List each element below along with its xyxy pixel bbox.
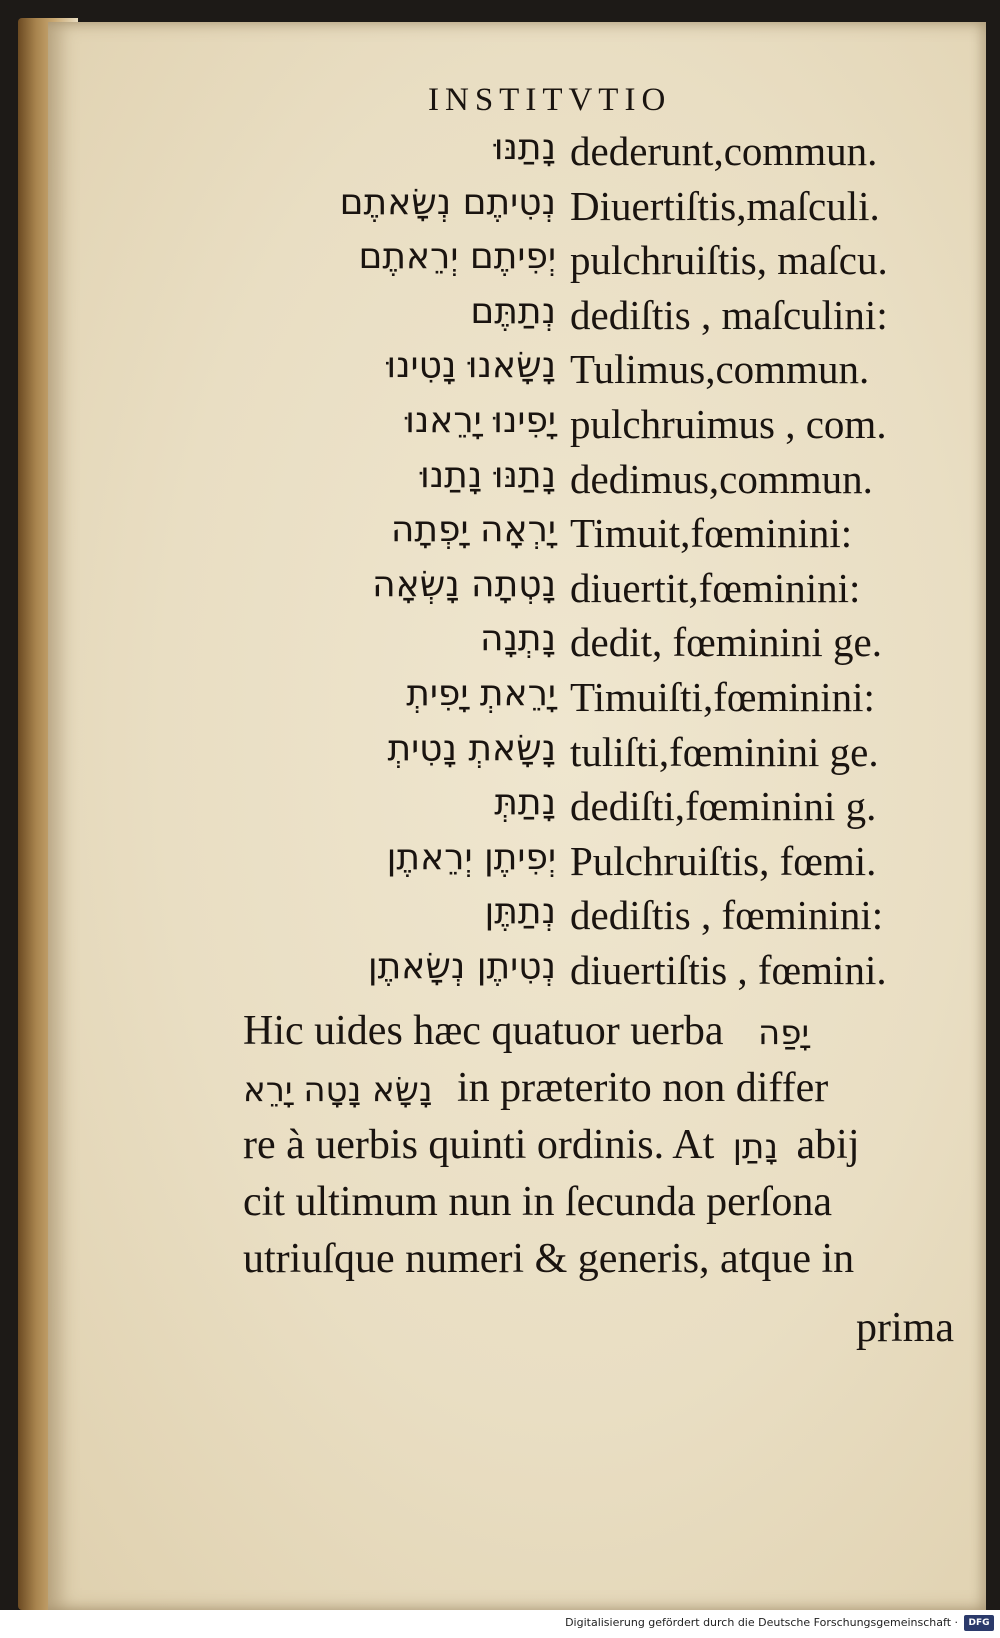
hebrew-form: נָתַנּוּ [493,127,556,168]
latin-gloss: pulchruiſtis, maſcu. [570,237,888,284]
vocabulary-row [48,345,986,401]
running-header: INSTITVTIO [428,82,672,118]
hebrew-form: יָפִינוּ יָרֵאנוּ [405,400,556,441]
latin-gloss: dediſti,fœminini g. [570,783,877,830]
vocabulary-row [48,728,986,784]
vocabulary-row [48,127,986,183]
vocabulary-row [48,618,986,674]
hebrew-form: יָרְאָה יָפְתָה [390,509,556,551]
hebrew-form: יְפִיתֶם יְרֵאתֶם [358,236,556,278]
latin-gloss: dedit, fœminini ge. [570,619,883,666]
latin-gloss: Pulchruiſtis, fœmi. [570,837,877,884]
dfg-logo-icon: DFG [964,1615,994,1631]
hebrew-form: נָשָׂאתְ נָטִיתְ [387,727,556,769]
hebrew-form: נְטִיתֶן נְשָׂאתֶן [367,946,556,987]
footer-credit: Digitalisierung gefördert durch die Deutsche Forschungsgemeinschaft · [565,1616,958,1629]
latin-gloss: Tulimus,commun. [570,346,870,393]
latin-gloss: Timuit,fœminini: [570,510,853,557]
hebrew-form: נְטִיתֶם נְשָׂאתֶם [339,181,556,223]
hebrew-form: נָשָׂאנוּ נָטִינוּ [386,345,556,387]
paragraph-line-4: cit ultimum nun in ſecunda perſona [243,1179,833,1225]
paragraph-hebrew: נָתַן [732,1127,779,1167]
digitization-footer [0,1610,1000,1638]
vocabulary-row [48,400,986,456]
hebrew-form: נָתְנָה [479,618,556,660]
hebrew-form: נָתַנּוּ נָתַנוּ [419,454,556,496]
hebrew-form: נְתַתֶּם [470,290,556,332]
paragraph-hebrew: יָפַה [758,1013,810,1053]
vocabulary-row [48,946,986,1002]
latin-gloss: diuertit,fœminini: [570,564,861,611]
book-page [48,22,986,1610]
paragraph-latin: in præterito non differ [456,1065,829,1111]
vocabulary-row [48,673,986,729]
vocabulary-row [48,509,986,565]
paragraph-latin: re à uerbis quinti ordinis. At [243,1122,715,1168]
latin-gloss: Diuertiſtis,maſculi. [570,182,880,229]
hebrew-form: נָתַתְּ [494,782,556,824]
vocabulary-row [48,891,986,947]
latin-gloss: diuertiſtis , fœmini. [570,947,887,993]
hebrew-form: נָטְתָה נָשְׂאָה [372,563,556,605]
paragraph-line-3 [243,1121,860,1169]
latin-gloss: dedimus,commun. [570,455,873,502]
hebrew-form: יְפִיתֶן יְרֵאתֶן [386,836,556,878]
latin-gloss: dediſtis , fœminini: [570,892,884,939]
latin-gloss: tuliſti,fœminini ge. [570,728,879,775]
latin-gloss: Timuiſti,fœminini: [570,674,875,720]
latin-gloss: pulchruimus , com. [570,401,887,447]
vocabulary-row [48,236,986,292]
vocabulary-row [48,291,986,347]
vocabulary-row [48,564,986,620]
vocabulary-row [48,455,986,511]
catchword: prima [856,1305,954,1351]
paragraph-hebrew: נָשָׂא נָטָה יָרֵא [243,1070,433,1110]
paragraph-latin: abij [796,1122,860,1168]
vocabulary-row [48,782,986,838]
latin-gloss: dediſtis , maſculini: [570,291,888,338]
paragraph-line-2 [243,1064,828,1112]
hebrew-form: נְתַתֶּן [484,891,556,933]
vocabulary-row [48,182,986,238]
latin-gloss: dederunt,commun. [570,128,878,174]
vocabulary-row [48,837,986,893]
hebrew-form: יָרֵאתְ יָפִיתְ [406,673,556,714]
paragraph-latin: Hic uides hæc quatuor uerba [243,1008,724,1054]
paragraph-line-5: utriuſque numeri & generis, atque in [243,1236,855,1282]
paragraph-line-1 [243,1007,809,1055]
